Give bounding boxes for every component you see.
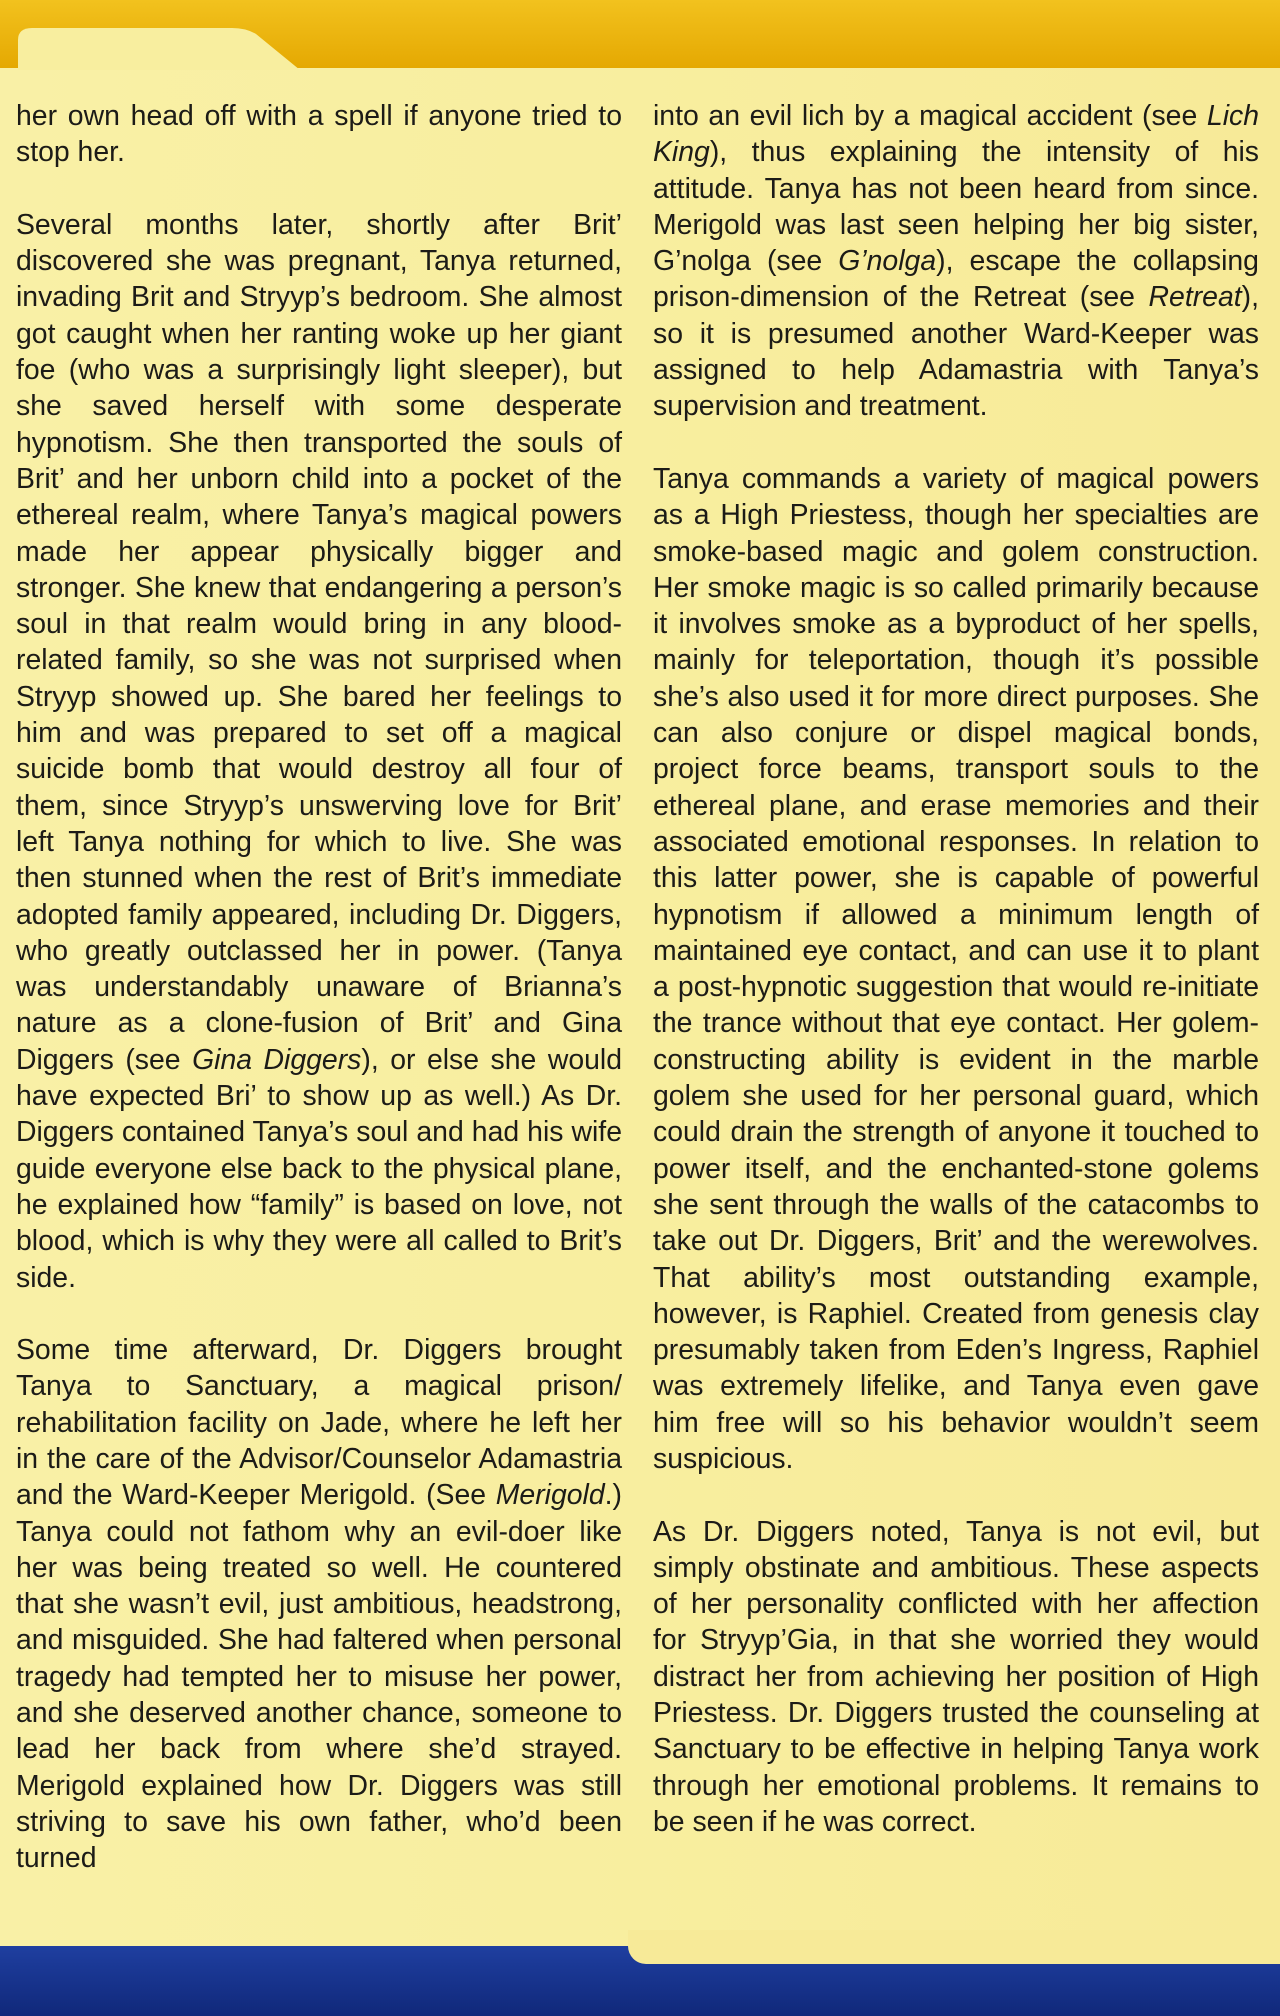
left-paragraph-3: Some time afterward, Dr. Diggers brought Tanya to Sanctuary, a magical prison/ rehabilitation facility on Jade, where he left her in the care of the Advisor/Counselor Adamastria and the Ward-Keeper Merigold. (See Merigold.) Tanya could not fathom why an evil-doer like her was being treated so well. He countered that she wasn’t evil, just ambitious, headstrong, and misguided. She had faltered when personal tragedy had tempted her to misuse her power, and she deserved another chance, someone to lead her back from where she’d strayed. Merigold explained how Dr. Diggers was still striving to save his own father, who’d been turned — [16, 1334, 622, 1875]
cross-reference-gina-diggers: Gina Diggers — [192, 1043, 362, 1076]
right-column — [653, 98, 1259, 1840]
left-paragraph-1: her own head off with a spell if anyone tried to stop her. — [16, 100, 622, 169]
right-paragraph-2: Tanya commands a variety of magical powers as a High Priestess, though her specialties are smoke-based magic and golem construction. Her smoke magic is so called primarily because it involves smoke as a byproduct of her spells, mainly for teleportation, though it’s possible she’s also used it for more direct purposes. She can also conjure or dispel magical bonds, project force beams, transport souls to the ethereal plane, and erase memories and their associated emotional responses. In relation to this latter power, she is capable of powerful hypnotism if allowed a minimum length of maintained eye contact, and can use it to plant a post-hypnotic suggestion that would re-initiate the trance without that eye contact. Her golem-constructing ability is evident in the marble golem she used for her personal guard, which could drain the strength of anyone it touched to power itself, and the enchanted-stone golems she sent through the walls of the catacombs to take out Dr. Diggers, Brit’ and the werewolves. That ability’s most outstanding example, however, is Raphiel. Created from genesis clay presumably taken from Eden’s Ingress, Raphiel was extremely lifelike, and Tanya even gave him free will so his behavior wouldn’t seem suspicious. — [653, 462, 1259, 1475]
bottom-folder-tab — [628, 1930, 1280, 1964]
right-paragraph-1: into an evil lich by a magical accident (see Lich King), thus explaining the intensity of his attitude. Tanya has not been heard from since. Merigold was last seen helping her big sister, G’nolga (see G’nolga), escape the collapsing prison-dimension of the Retreat (see Retreat), so it is presumed another Ward-Keeper was assigned to help Adamastria with Tanya’s supervision and treatment. — [653, 100, 1259, 423]
cross-reference-gnolga: G’nolga — [838, 245, 937, 278]
cross-reference-merigold: Merigold — [495, 1479, 605, 1512]
left-column — [16, 98, 622, 1877]
cross-reference-retreat: Retreat — [1148, 281, 1242, 314]
left-paragraph-2: Several months later, shortly after Brit’ discovered she was pregnant, Tanya returned, invading Brit and Stryyp’s bedroom. She almost got caught when her ranting woke up her giant foe (who was a surprisingly light sleeper), but she saved herself with some desperate hypnotism. She then transported the souls of Brit’ and her unborn child into a pocket of the ethereal realm, where Tanya’s magical powers made her appear physically bigger and stronger. She knew that endangering a person’s soul in that realm would bring in any blood-related family, so she was not surprised when Stryyp showed up. She bared her feelings to him and was prepared to set off a magical suicide bomb that would destroy all four of them, since Stryyp’s unswerving love for Brit’ left Tanya nothing for which to live. She was then stunned when the rest of Brit’s immediate adopted family appeared, including Dr. Diggers, who greatly outclassed her in power. (Tanya was understandably unaware of Brianna’s nature as a clone-fusion of Brit’ and Gina Diggers (see Gina Diggers), or else she would have expected Bri’ to show up as well.) As Dr. Diggers contained Tanya’s soul and had his wife guide everyone else back to the physical plane, he explained how “family” is based on love, not blood, which is why they were all called to Brit’s side. — [16, 208, 622, 1294]
cross-reference-lich-king: Lich King — [653, 100, 1259, 169]
right-paragraph-3: As Dr. Diggers noted, Tanya is not evil, but simply obstinate and ambitious. These aspects of her personality conflicted with her affection for Stryyp’Gia, in that she worried they would distract her from achieving her position of High Priestess. Dr. Diggers trusted the counseling at Sanctuary to be effective in helping Tanya work through her emotional problems. It remains to be seen if he was correct. — [653, 1515, 1259, 1838]
